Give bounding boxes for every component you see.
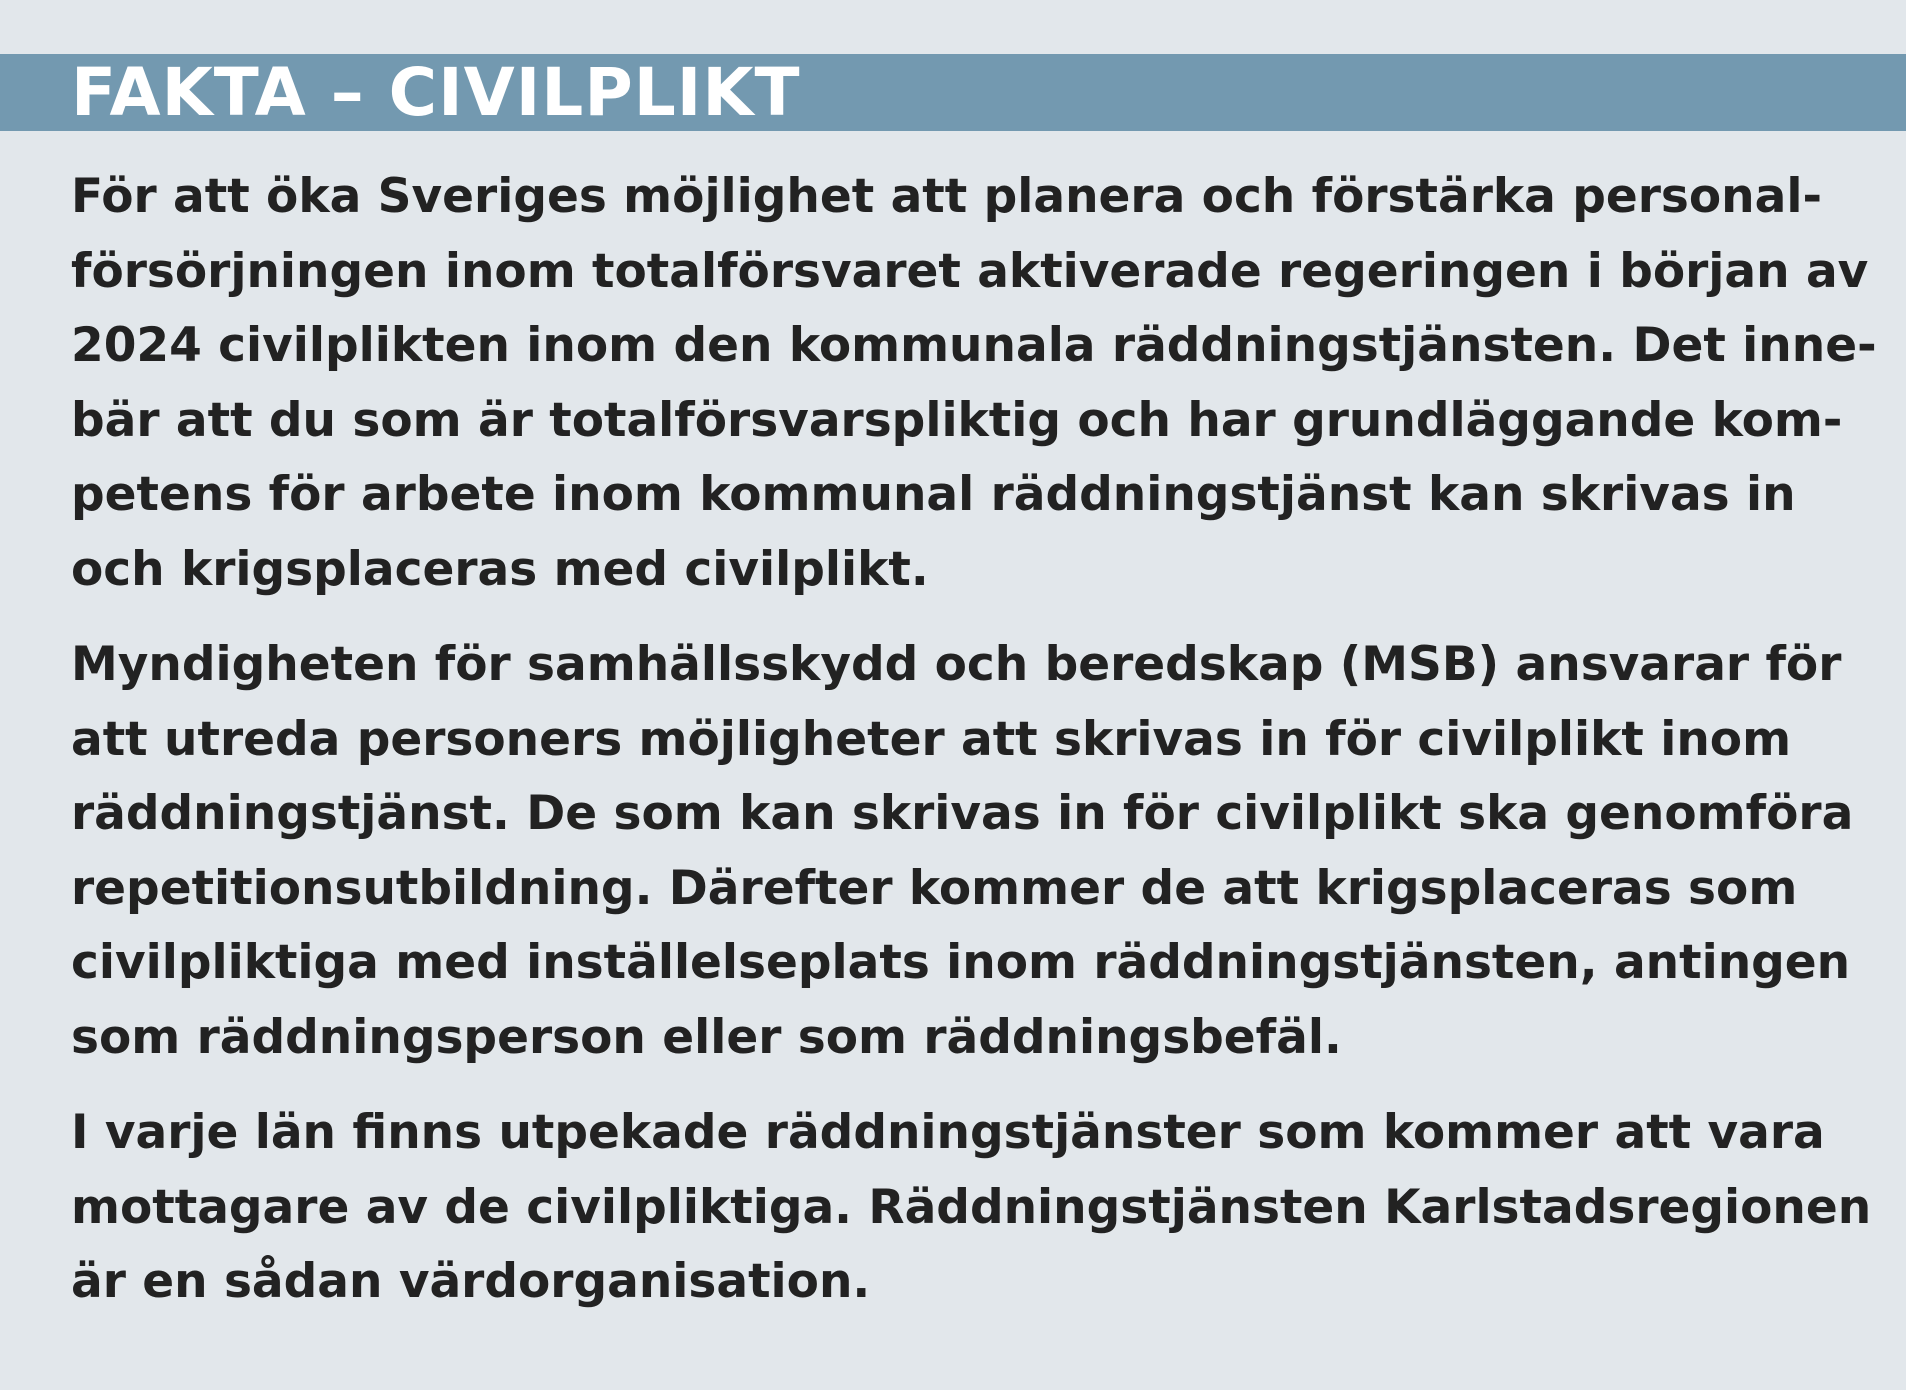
text-line: I varje län finns utpekade räddningstjänster som kommer att vara (71, 1105, 1825, 1160)
text-line: mottagare av de civilpliktiga. Räddningstjänsten Karlstadsregionen (71, 1179, 1872, 1235)
text-line: bär att du som är totalförsvarspliktig och har grundläggande kom- (71, 392, 1843, 448)
text-line: petens för arbete inom kommunal räddningstjänst kan skrivas in (71, 467, 1796, 522)
text-line: Myndigheten för samhällsskydd och beredskap (MSB) ansvarar för (71, 637, 1842, 692)
text-line: För att öka Sveriges möjlighet att planera och förstärka personal- (71, 169, 1822, 224)
text-line: och krigsplaceras med civilplikt. (71, 541, 929, 597)
text-line: civilpliktiga med inställelseplats inom räddningstjänsten, antingen (71, 935, 1851, 990)
text-line: försörjningen inom totalförsvaret aktiverade regeringen i början av (71, 243, 1869, 299)
text-line: räddningstjänst. De som kan skrivas in för civilplikt ska genomföra (71, 786, 1854, 841)
fact-box-title: FAKTA – CIVILPLIKT (71, 54, 801, 131)
text-line: som räddningsperson eller som räddningsbefäl. (71, 1009, 1342, 1065)
paragraph-host-organisations (71, 1096, 1871, 1320)
paragraph-msb-responsibility (71, 628, 1871, 1075)
paragraph-civilplikt-activation (71, 160, 1877, 607)
text-line: 2024 civilplikten inom den kommunala räddningstjänsten. Det inne- (71, 318, 1877, 373)
text-line: att utreda personers möjligheter att skrivas in för civilplikt inom (71, 711, 1792, 767)
text-line: repetitionsutbildning. Därefter kommer de att krigsplaceras som (71, 860, 1798, 916)
fact-box-body (71, 160, 1877, 1341)
text-line: är en sådan värdorganisation. (71, 1254, 871, 1309)
